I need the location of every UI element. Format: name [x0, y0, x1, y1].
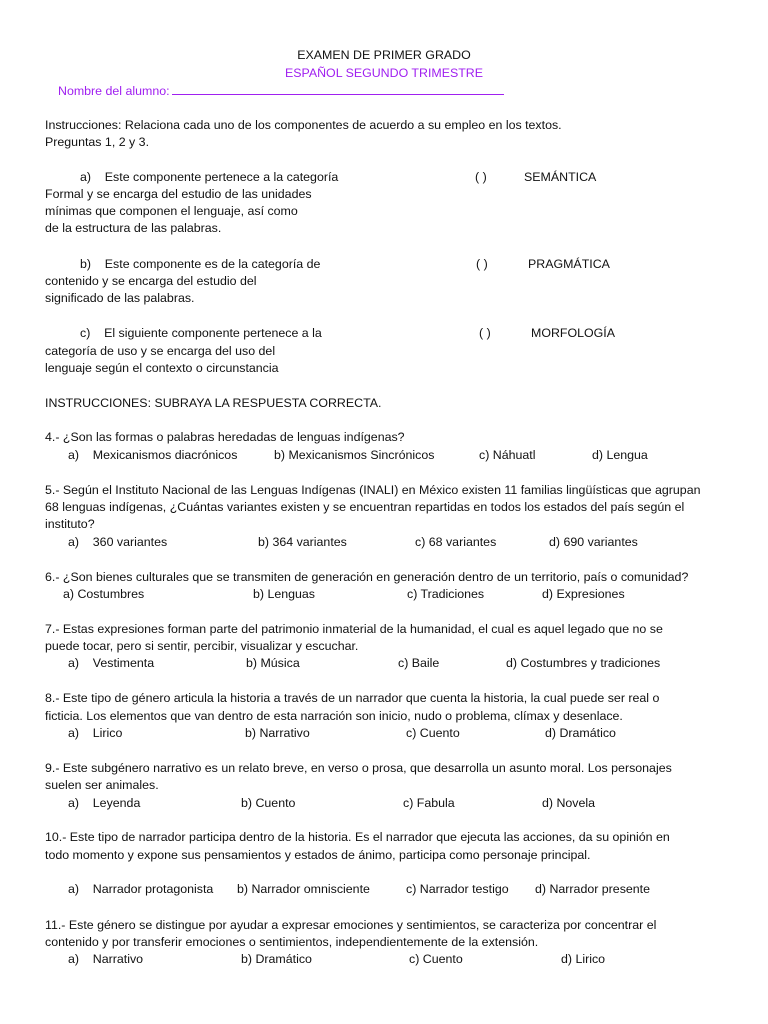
match-item-a-line4: de la estructura de las palabras.	[45, 221, 222, 235]
match-blank-b[interactable]: ( )	[476, 257, 488, 271]
question-5-text-line2: 68 lenguas indígenas, ¿Cuántas variantes existen y se encuentran repartidas en todos los estados del país según el	[45, 500, 685, 514]
question-8-option-c[interactable]: c) Cuento	[406, 726, 460, 740]
question-9-text-line2: suelen ser animales.	[45, 778, 159, 792]
question-7-option-a[interactable]: a) Vestimenta	[68, 656, 155, 670]
question-5-option-d[interactable]: d) 690 variantes	[549, 535, 638, 549]
section1-instructions-line2: Preguntas 1, 2 y 3.	[45, 135, 150, 149]
match-item-a-line2: Formal y se encarga del estudio de las unidades	[45, 187, 312, 201]
match-item-a-line3: mínimas que componen el lenguaje, así como	[45, 204, 298, 218]
question-6-option-d[interactable]: d) Expresiones	[542, 587, 625, 601]
question-8-option-d[interactable]: d) Dramático	[545, 726, 616, 740]
match-answer-b: PRAGMÁTICA	[528, 257, 610, 271]
question-9-option-d[interactable]: d) Novela	[542, 796, 596, 810]
match-item-a-line1: a) Este componente pertenece a la categoría	[80, 170, 339, 184]
match-item-c-line3: lenguaje según el contexto o circunstancia	[45, 361, 279, 375]
match-answer-a: SEMÁNTICA	[524, 170, 597, 184]
question-4-text: 4.- ¿Son las formas o palabras heredadas de lenguas indígenas?	[45, 430, 405, 444]
question-6-option-c[interactable]: c) Tradiciones	[407, 587, 485, 601]
match-answer-c: MORFOLOGÍA	[531, 326, 615, 340]
question-10-text-line1: 10.- Este tipo de narrador participa dentro de la historia. Es el narrador que ejecuta las acciones, da su opinión en	[45, 830, 670, 844]
question-5-option-c[interactable]: c) 68 variantes	[415, 535, 497, 549]
question-7-text-line2: puede tocar, pero si sentir, percibir, visualizar y escuchar.	[45, 639, 359, 653]
question-10-option-b[interactable]: b) Narrador omnisciente	[237, 882, 370, 896]
match-item-b-line3: significado de las palabras.	[45, 291, 195, 305]
question-9-option-b[interactable]: b) Cuento	[241, 796, 296, 810]
question-10-option-d[interactable]: d) Narrador presente	[535, 882, 651, 896]
question-8-option-a[interactable]: a) Lirico	[68, 726, 123, 740]
question-6-option-b[interactable]: b) Lenguas	[253, 587, 316, 601]
question-7-option-d[interactable]: d) Costumbres y tradiciones	[506, 656, 661, 670]
exam-title: EXAMEN DE PRIMER GRADO	[297, 48, 471, 62]
question-4-option-d[interactable]: d) Lengua	[592, 448, 648, 462]
match-item-c-line1: c) El siguiente componente pertenece a la	[80, 326, 322, 340]
question-11-option-c[interactable]: c) Cuento	[409, 952, 463, 966]
question-7-text-line1: 7.- Estas expresiones forman parte del patrimonio inmaterial de la humanidad, el cual es aquel legado que no se	[45, 622, 663, 636]
match-blank-a[interactable]: ( )	[475, 170, 487, 184]
match-item-b-line1: b) Este componente es de la categoría de	[80, 257, 321, 271]
match-item-b-line2: contenido y se encarga del estudio del	[45, 274, 257, 288]
question-5-text-line3: instituto?	[45, 517, 95, 531]
match-blank-c[interactable]: ( )	[479, 326, 491, 340]
question-7-option-c[interactable]: c) Baile	[398, 656, 440, 670]
question-11-option-d[interactable]: d) Lirico	[561, 952, 606, 966]
question-9-text-line1: 9.- Este subgénero narrativo es un relato breve, en verso o prosa, que desarrolla un asunto moral. Los personajes	[45, 761, 672, 775]
question-8-text-line1: 8.- Este tipo de género articula la historia a través de un narrador que cuenta la historia, la cual puede ser real o	[45, 691, 660, 705]
question-6-option-a[interactable]: a) Costumbres	[63, 587, 145, 601]
question-11-text-line1: 11.- Este género se distingue por ayudar a expresar emociones y sentimientos, se caracteriza por concentrar el	[45, 918, 657, 932]
question-6-text: 6.- ¿Son bienes culturales que se transmiten de generación en generación dentro de un territorio, país o comunidad?	[45, 570, 689, 584]
question-11-text-line2: contenido y por transferir emociones o sentimientos, independientemente de la extensión.	[45, 935, 539, 949]
question-7-option-b[interactable]: b) Música	[246, 656, 300, 670]
question-4-option-a[interactable]: a) Mexicanismos diacrónicos	[68, 448, 238, 462]
question-5-option-b[interactable]: b) 364 variantes	[258, 535, 347, 549]
question-4-option-b[interactable]: b) Mexicanismos Sincrónicos	[274, 448, 435, 462]
question-11-option-a[interactable]: a) Narrativo	[68, 952, 144, 966]
exam-subtitle: ESPAÑOL SEGUNDO TRIMESTRE	[284, 66, 484, 80]
student-name-row	[58, 83, 504, 99]
question-8-option-b[interactable]: b) Narrativo	[245, 726, 310, 740]
section1-instructions-line1: Instrucciones: Relaciona cada uno de los componentes de acuerdo a su empleo en los textos.	[45, 118, 562, 132]
question-10-option-c[interactable]: c) Narrador testigo	[406, 882, 509, 896]
section2-instructions: INSTRUCCIONES: SUBRAYA LA RESPUESTA CORRECTA.	[45, 396, 382, 410]
student-name-label: Nombre del alumno:	[58, 84, 170, 98]
question-11-option-b[interactable]: b) Dramático	[241, 952, 312, 966]
question-9-option-a[interactable]: a) Leyenda	[68, 796, 141, 810]
student-name-blank[interactable]	[172, 83, 504, 95]
question-10-option-a[interactable]: a) Narrador protagonista	[68, 882, 214, 896]
question-8-text-line2: ficticia. Los elementos que van dentro de esta narración son inicio, nudo o problema, clímax y desenlace.	[45, 709, 623, 723]
question-10-text-line2: todo momento y expone sus pensamientos y estados de ánimo, participa como personaje principal.	[45, 848, 591, 862]
question-5-text-line1: 5.- Según el Instituto Nacional de las Lenguas Indígenas (INALI) en México existen 11 familias lingüísticas que agrupan	[45, 483, 701, 497]
question-5-option-a[interactable]: a) 360 variantes	[68, 535, 168, 549]
question-9-option-c[interactable]: c) Fabula	[403, 796, 455, 810]
match-item-c-line2: categoría de uso y se encarga del uso del	[45, 344, 276, 358]
question-4-option-c[interactable]: c) Náhuatl	[479, 448, 536, 462]
